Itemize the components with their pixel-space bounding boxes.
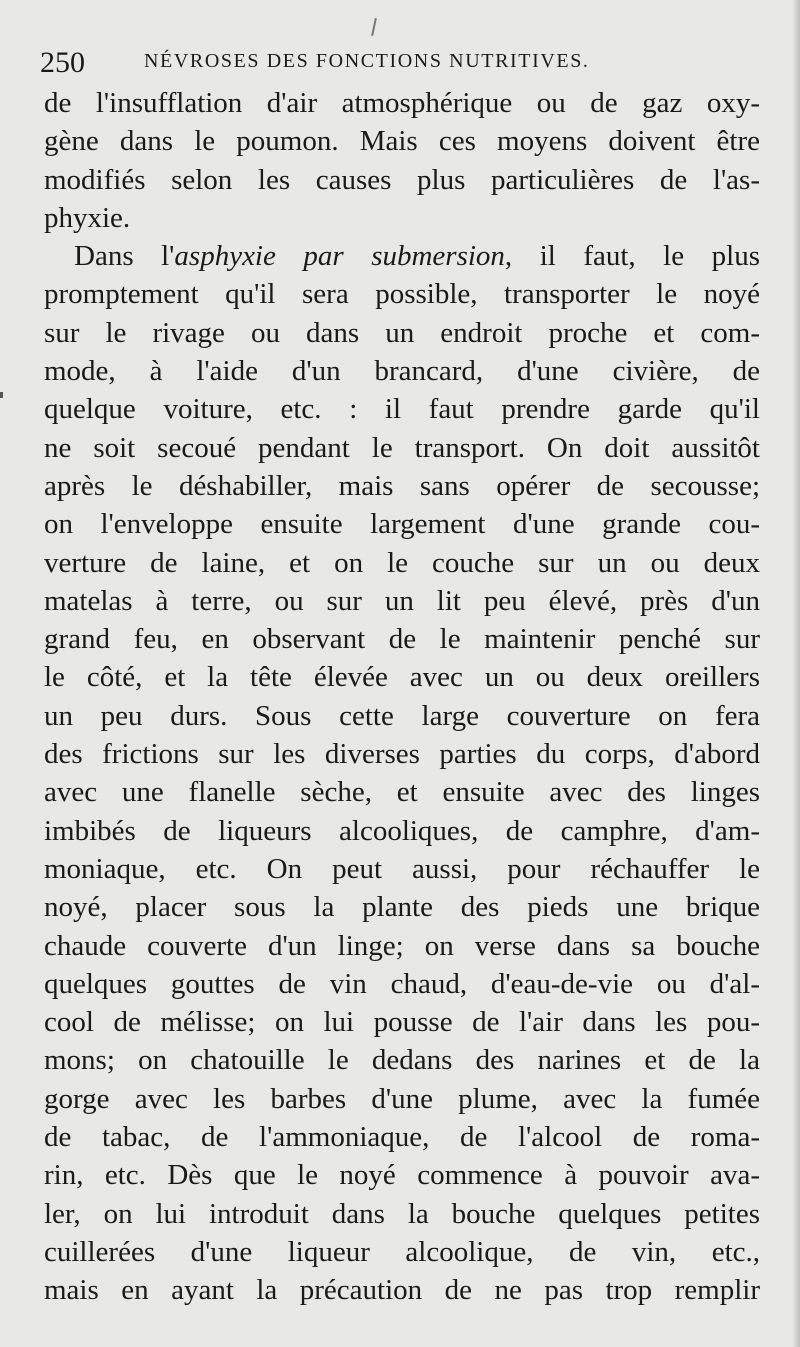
text-line: on l'enveloppe ensuite largement d'une grande cou- [44, 508, 760, 541]
text-run: , il faut, le plus [504, 240, 760, 273]
text-line: ler, on lui introduit dans la bouche quelques petites [44, 1197, 760, 1230]
text-line: des frictions sur les diverses parties du corps, d'abord [44, 738, 760, 771]
scan-mark [371, 18, 377, 36]
italic-term: asphyxie par submersion [174, 240, 505, 273]
running-header [40, 40, 760, 80]
text-line: rin, etc. Dès que le noyé commence à pouvoir ava- [44, 1159, 760, 1192]
text-line: ne soit secoué pendant le transport. On doit aussitôt [44, 431, 760, 464]
text-line: chaude couverte d'un linge; on verse dans sa bouche [44, 929, 760, 962]
text-line: après le déshabiller, mais sans opérer de secousse; [44, 469, 760, 502]
text-line: matelas à terre, ou sur un lit peu élevé, près d'un [44, 584, 760, 617]
text-line: quelque voiture, etc. : il faut prendre garde qu'il [44, 393, 760, 426]
text-line: phyxie. [44, 201, 131, 234]
running-title: NÉVROSES DES FONCTIONS NUTRITIVES. [144, 50, 590, 72]
text-line: modifiés selon les causes plus particulières de l'as- [44, 163, 760, 196]
text-line: sur le rivage ou dans un endroit proche et com- [44, 316, 760, 349]
scan-mark [0, 392, 3, 398]
text-run: Dans l' [74, 240, 175, 273]
text-line: de l'insufflation d'air atmosphérique ou de gaz oxy- [44, 87, 760, 119]
text-line: gène dans le poumon. Mais ces moyens doivent être [44, 125, 760, 158]
text-line: mode, à l'aide d'un brancard, d'une civière, de [44, 355, 760, 388]
text-line: mais en ayant la précaution de ne pas trop remplir [44, 1274, 760, 1307]
text-line: grand feu, en observant de le maintenir penché sur [44, 623, 760, 656]
page-edge-shadow [792, 0, 800, 1347]
text-line: cool de mélisse; on lui pousse de l'air dans les pou- [44, 1006, 760, 1039]
text-line: promptement qu'il sera possible, transporter le noyé [44, 278, 760, 311]
text-line: un peu durs. Sous cette large couverture on fera [44, 699, 760, 732]
text-line: gorge avec les barbes d'une plume, avec la fumée [44, 1082, 760, 1115]
page-number: 250 [40, 46, 85, 79]
text-line-para-start [44, 237, 760, 275]
body-text [44, 84, 760, 1310]
text-line: moniaque, etc. On peut aussi, pour réchauffer le [44, 852, 760, 885]
text-line: cuillerées d'une liqueur alcoolique, de vin, etc., [44, 1235, 760, 1268]
text-line: imbibés de liqueurs alcooliques, de camphre, d'am- [44, 814, 760, 847]
text-line: verture de laine, et on le couche sur un ou deux [44, 546, 760, 579]
text-line: quelques gouttes de vin chaud, d'eau-de-vie ou d'al- [44, 967, 760, 1000]
text-line: le côté, et la tête élevée avec un ou deux oreillers [44, 661, 760, 694]
text-line: noyé, placer sous la plante des pieds une brique [44, 891, 760, 924]
text-line: de tabac, de l'ammoniaque, de l'alcool de roma- [44, 1121, 760, 1154]
text-line: mons; on chatouille le dedans des narines et de la [44, 1044, 760, 1077]
text-line: avec une flanelle sèche, et ensuite avec des linges [44, 776, 760, 809]
